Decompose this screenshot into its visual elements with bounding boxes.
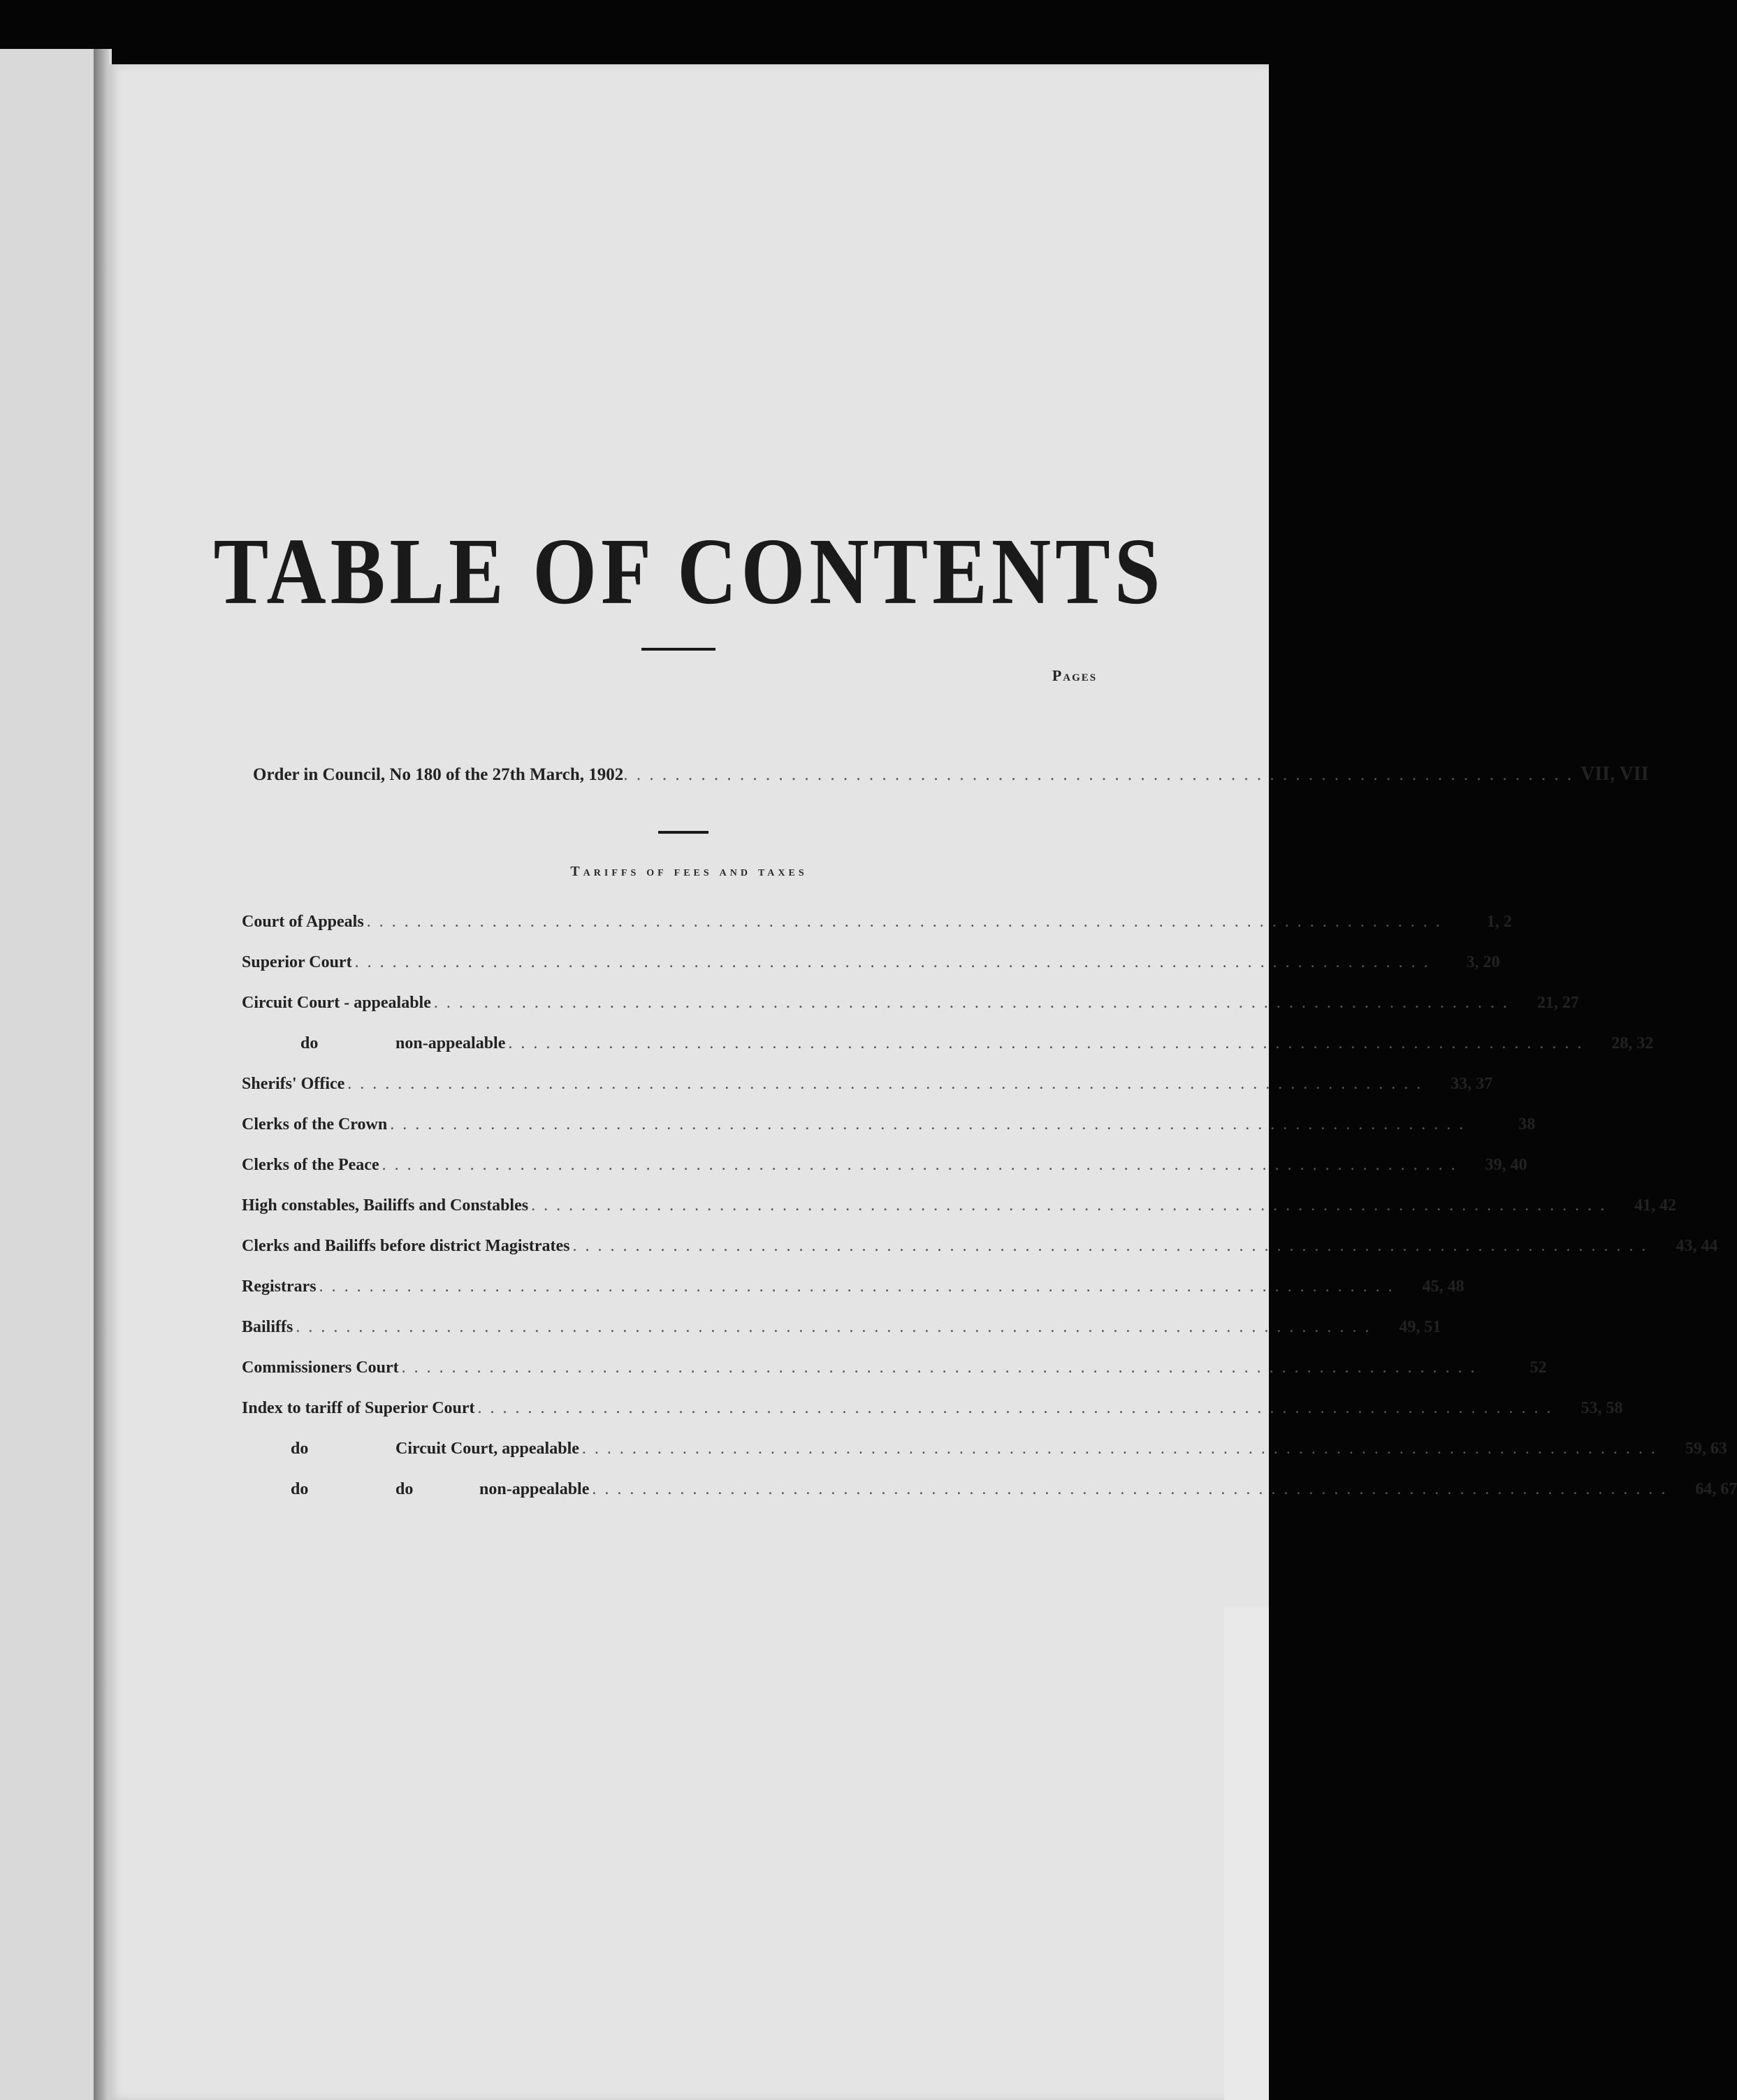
toc-entry — [242, 1104, 1536, 1145]
leader-dots: . . . . . . . . . . . . . . . . . . . . . . . . . . . . . . . . . . . . . . . . . . . . . . . . . . . . . . . . . . . . . . . . . . . . . . . . . . . . . . . . . . . . . . — [592, 1479, 1668, 1498]
toc-entry-label — [242, 994, 431, 1013]
toc-entry-label — [242, 913, 364, 932]
toc-entry-label — [242, 1196, 528, 1215]
toc-entry-pages: 64, 67 — [1695, 1479, 1737, 1498]
toc-entry-label — [242, 1359, 399, 1377]
leader-dots: . . . . . . . . . . . . . . . . . . . . . . . . . . . . . . . . . . . . . . . . . . . . . . . . . . . . . . . . . . . . . . . . . . . . . . . . . . . . . . . . . . . . . . — [581, 1439, 1657, 1458]
leader-dots: . . . . . . . . . . . . . . . . . . . . . . . . . . . . . . . . . . . . . . . . . . . . . . . . . . . . . . . . . . . . . . . . . . . . . . . . . . . . . . . . . . . . . . — [319, 1277, 1395, 1296]
toc-entry-label — [242, 1440, 579, 1458]
leader-dots: . . . . . . . . . . . . . . . . . . . . . . . . . . . . . . . . . . . . . . . . . . . . . . . . . . . . . . . . . . . . . . . . . . . . . . . . . . . . . . . . . . . . . . — [401, 1358, 1477, 1377]
leader-dots: . . . . . . . . . . . . . . . . . . . . . . . . . . . . . . . . . . . . . . . . . . . . . . . . . . . . . . . . . . . . . . . . . . . . . . . . . . . . . . . . . . . . . . — [354, 953, 1430, 971]
section-heading: Tariffs of fees and taxes — [570, 864, 808, 879]
order-pages: VII, VII — [1580, 763, 1649, 785]
toc-entry — [242, 1347, 1547, 1388]
toc-entry-label — [242, 1115, 387, 1134]
toc-entry-pages: 45, 48 — [1422, 1277, 1465, 1296]
page-gutter-shadow — [94, 49, 109, 2100]
section-rule — [658, 831, 708, 834]
toc-entry-pages: 43, 44 — [1676, 1236, 1718, 1255]
toc-entry-title: Superior Court — [242, 953, 352, 971]
toc-entry — [242, 983, 1579, 1023]
toc-entry-title: Commissioners Court — [242, 1358, 399, 1377]
toc-entry-label — [242, 1277, 317, 1296]
toc-entry-label — [242, 1034, 505, 1053]
leader-dots: . . . . . . . . . . . . . . . . . . . . . . . . . . . . . . . . . . . . . . . . . . . . . . . . . . . . . . . . . . . . . . . . . . . . . . . . . . . . . . . . . . . . . . — [381, 1155, 1458, 1174]
toc-entry-title: Bailiffs — [242, 1317, 293, 1336]
toc-entry-label — [242, 1075, 344, 1094]
toc-entry-title: Circuit Court - appealable — [242, 993, 431, 1012]
toc-entry-label — [242, 1480, 589, 1499]
toc-entry — [242, 901, 1512, 942]
toc-entry-title: High constables, Bailiffs and Constables — [242, 1196, 529, 1215]
leader-dots: . . . . . . . . . . . . . . . . . . . . . . . . . . . . . . . . . . . . . . . . . . . . . . . . . . . . . . . . . . . . . . . . . . . . . . . . . . . . . . . . . . . . . . — [296, 1317, 1372, 1336]
toc-entry — [242, 1185, 1677, 1226]
toc-entry-pages: 39, 40 — [1485, 1155, 1527, 1174]
toc-entry-pages: 53, 58 — [1580, 1398, 1623, 1417]
leader-dots: . . . . . . . . . . . . . . . . . . . . . . . . . . . . . . . . . . . . . . . . . . . . . . . . . . . . . . . . . . . . . . . . . . . . . . . . . . . . . . . . . . . . . . — [366, 912, 1442, 931]
leader-dots: . . . . . . . . . . . . . . . . . . . . . . . . . . . . . . . . . . . . . . . . . . . . . . . . . . . . . . . . . . . . . . . . . . . . . . . . . . — [623, 765, 1574, 784]
leader-dots: . . . . . . . . . . . . . . . . . . . . . . . . . . . . . . . . . . . . . . . . . . . . . . . . . . . . . . . . . . . . . . . . . . . . . . . . . . . . . . . . . . . . . . — [572, 1236, 1648, 1255]
toc-entry — [242, 1388, 1623, 1428]
toc-entry-label — [242, 1156, 379, 1175]
ditto-mark: do — [395, 1479, 414, 1498]
toc-entry-title: Sherifs' Office — [242, 1074, 345, 1093]
toc-entry-title: Clerks of the Peace — [242, 1155, 379, 1174]
page-edge-strip — [1224, 1607, 1269, 2100]
toc-entry-pages: 28, 32 — [1611, 1034, 1654, 1052]
toc-entry-pages: 33, 37 — [1451, 1074, 1493, 1093]
toc-entry — [242, 1266, 1465, 1307]
leader-dots: . . . . . . . . . . . . . . . . . . . . . . . . . . . . . . . . . . . . . . . . . . . . . . . . . . . . . . . . . . . . . . . . . . . . . . . . . . . . . . . . . . . . . . — [390, 1115, 1466, 1134]
toc-entry — [242, 1428, 1727, 1469]
toc-entry-pages: 52 — [1529, 1358, 1547, 1377]
toc-entry-pages: 49, 51 — [1399, 1317, 1441, 1336]
toc-entry-title: Court of Appeals — [242, 912, 364, 931]
toc-entry-title: Clerks and Bailiffs before district Magistrates — [242, 1236, 570, 1255]
toc-entry-label — [242, 1318, 293, 1337]
toc-entry-title: Clerks of the Crown — [242, 1115, 388, 1134]
leader-dots: . . . . . . . . . . . . . . . . . . . . . . . . . . . . . . . . . . . . . . . . . . . . . . . . . . . . . . . . . . . . . . . . . . . . . . . . . . . . . . . . . . . . . . — [477, 1398, 1553, 1417]
toc-entry-title: Registrars — [242, 1277, 317, 1296]
toc-entry-label — [242, 1399, 475, 1418]
toc-entry-label — [242, 1237, 570, 1256]
leader-dots: . . . . . . . . . . . . . . . . . . . . . . . . . . . . . . . . . . . . . . . . . . . . . . . . . . . . . . . . . . . . . . . . . . . . . . . . . . . . . . . . . . . . . . — [531, 1196, 1607, 1215]
toc-entry — [242, 1145, 1527, 1185]
ditto-mark: do — [300, 1034, 319, 1052]
toc-entry — [242, 1469, 1737, 1509]
toc-entry-pages: 1, 2 — [1486, 912, 1512, 931]
toc-entry-title: non-appealable — [395, 1034, 506, 1052]
toc-list — [242, 901, 1737, 1509]
order-label: Order in Council, No 180 of the 27th March, 1902 — [253, 765, 624, 784]
toc-entry-pages: 21, 27 — [1536, 993, 1579, 1012]
toc-entry-label — [242, 953, 352, 972]
ditto-mark: do — [291, 1439, 309, 1458]
title-rule — [641, 648, 715, 651]
toc-entry-pages: 3, 20 — [1466, 953, 1500, 971]
toc-entry-title: non-appealable — [479, 1479, 590, 1498]
pages-column-header: Pages — [1052, 667, 1098, 684]
toc-entry-pages: 38 — [1518, 1115, 1536, 1134]
ditto-mark: do — [291, 1479, 309, 1498]
toc-entry-pages: 41, 42 — [1634, 1196, 1677, 1215]
page-title: TABLE OF CONTENTS — [213, 519, 1165, 624]
toc-entry-pages: 59, 63 — [1685, 1439, 1727, 1458]
toc-entry — [242, 1226, 1718, 1266]
leader-dots: . . . . . . . . . . . . . . . . . . . . . . . . . . . . . . . . . . . . . . . . . . . . . . . . . . . . . . . . . . . . . . . . . . . . . . . . . . . . . . . . . . . . . . — [508, 1034, 1584, 1052]
toc-entry-title: Circuit Court, appealable — [395, 1439, 579, 1458]
document-page — [109, 64, 1737, 2100]
toc-entry — [242, 1064, 1493, 1104]
toc-entry — [242, 942, 1500, 983]
order-in-council-entry — [253, 763, 1649, 788]
toc-entry-title: Index to tariff of Superior Court — [242, 1398, 475, 1417]
leader-dots: . . . . . . . . . . . . . . . . . . . . . . . . . . . . . . . . . . . . . . . . . . . . . . . . . . . . . . . . . . . . . . . . . . . . . . . . . . . . . . . . . . . . . . — [347, 1074, 1423, 1093]
toc-entry — [242, 1023, 1654, 1064]
leader-dots: . . . . . . . . . . . . . . . . . . . . . . . . . . . . . . . . . . . . . . . . . . . . . . . . . . . . . . . . . . . . . . . . . . . . . . . . . . . . . . . . . . . . . . — [433, 993, 1509, 1012]
toc-entry — [242, 1307, 1441, 1347]
